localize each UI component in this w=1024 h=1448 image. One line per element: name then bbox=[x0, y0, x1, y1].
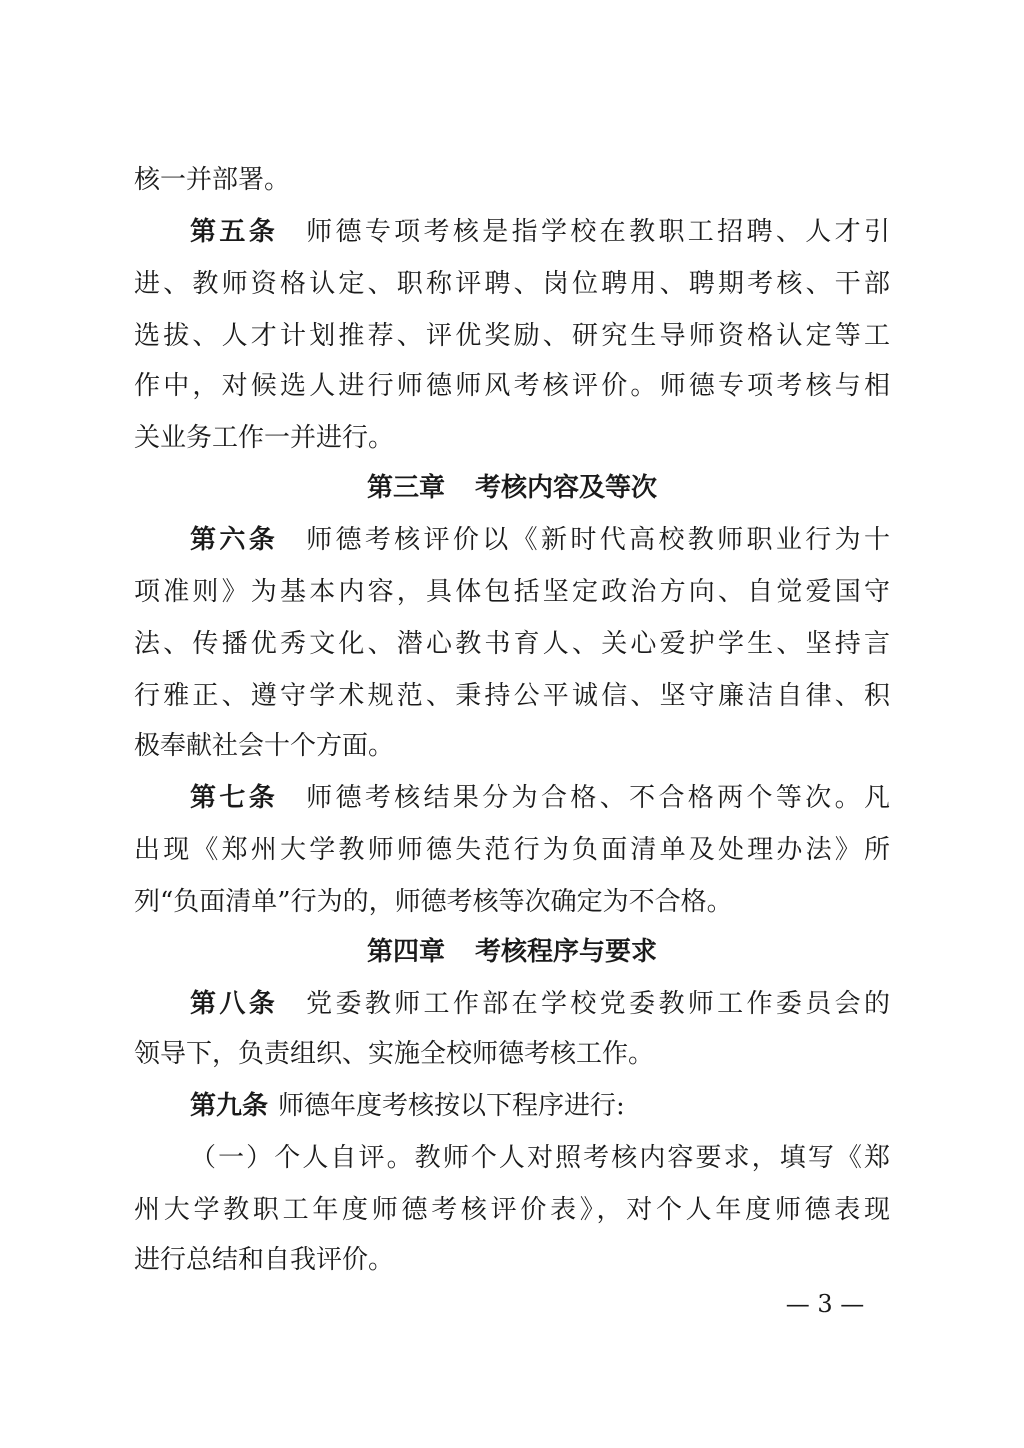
article-7-line: 第七条 师德考核结果分为合格、不合格两个等次。凡 bbox=[190, 783, 890, 813]
text-line: 领导下，负责组织、实施全校师德考核工作。 bbox=[134, 1039, 655, 1069]
text-line: （一）个人自评。教师个人对照考核内容要求，填写《郑 bbox=[190, 1143, 890, 1173]
text-line: 州大学教职工年度师德考核评价表》，对个人年度师德表现 bbox=[134, 1195, 890, 1225]
article-label: 第五条 bbox=[190, 217, 279, 247]
text-line: 出现《郑州大学教师师德失范行为负面清单及处理办法》所 bbox=[134, 835, 890, 865]
article-6-line: 第六条 师德考核评价以《新时代高校教师职业行为十 bbox=[190, 525, 890, 555]
text-line: 选拔、人才计划推荐、评优奖励、研究生导师资格认定等工 bbox=[134, 321, 890, 351]
page-number: — 3 — bbox=[785, 1290, 865, 1318]
text-line: 列“负面清单”行为的，师德考核等次确定为不合格。 bbox=[134, 887, 733, 917]
text-line: 项准则》为基本内容，具体包括坚定政治方向、自觉爱国守 bbox=[134, 577, 890, 607]
article-label: 第九条 bbox=[190, 1091, 269, 1121]
chapter-heading: 第四章 考核程序与要求 bbox=[366, 937, 658, 967]
article-5-line: 第五条 师德专项考核是指学校在教职工招聘、人才引 bbox=[190, 217, 890, 247]
text-line: 极奉献社会十个方面。 bbox=[134, 731, 395, 761]
text-line: 作中，对候选人进行师德师风考核评价。师德专项考核与相 bbox=[134, 371, 890, 401]
article-label: 第七条 bbox=[190, 783, 279, 813]
text-line: 进、教师资格认定、职称评聘、岗位聘用、聘期考核、干部 bbox=[134, 269, 890, 299]
text-line: 行雅正、遵守学术规范、秉持公平诚信、坚守廉洁自律、积 bbox=[134, 681, 890, 711]
chapter-heading: 第三章 考核内容及等次 bbox=[366, 473, 658, 503]
article-9-line: 第九条 师德年度考核按以下程序进行: bbox=[190, 1091, 625, 1121]
text-line: 进行总结和自我评价。 bbox=[134, 1245, 395, 1275]
text-line: 关业务工作一并进行。 bbox=[134, 423, 395, 453]
article-8-line: 第八条 党委教师工作部在学校党委教师工作委员会的 bbox=[190, 989, 890, 1019]
article-label: 第八条 bbox=[190, 989, 279, 1019]
text-line: 法、传播优秀文化、潜心教书育人、关心爱护学生、坚持言 bbox=[134, 629, 890, 659]
article-label: 第六条 bbox=[190, 525, 279, 555]
text-line: 核一并部署。 bbox=[134, 165, 291, 195]
